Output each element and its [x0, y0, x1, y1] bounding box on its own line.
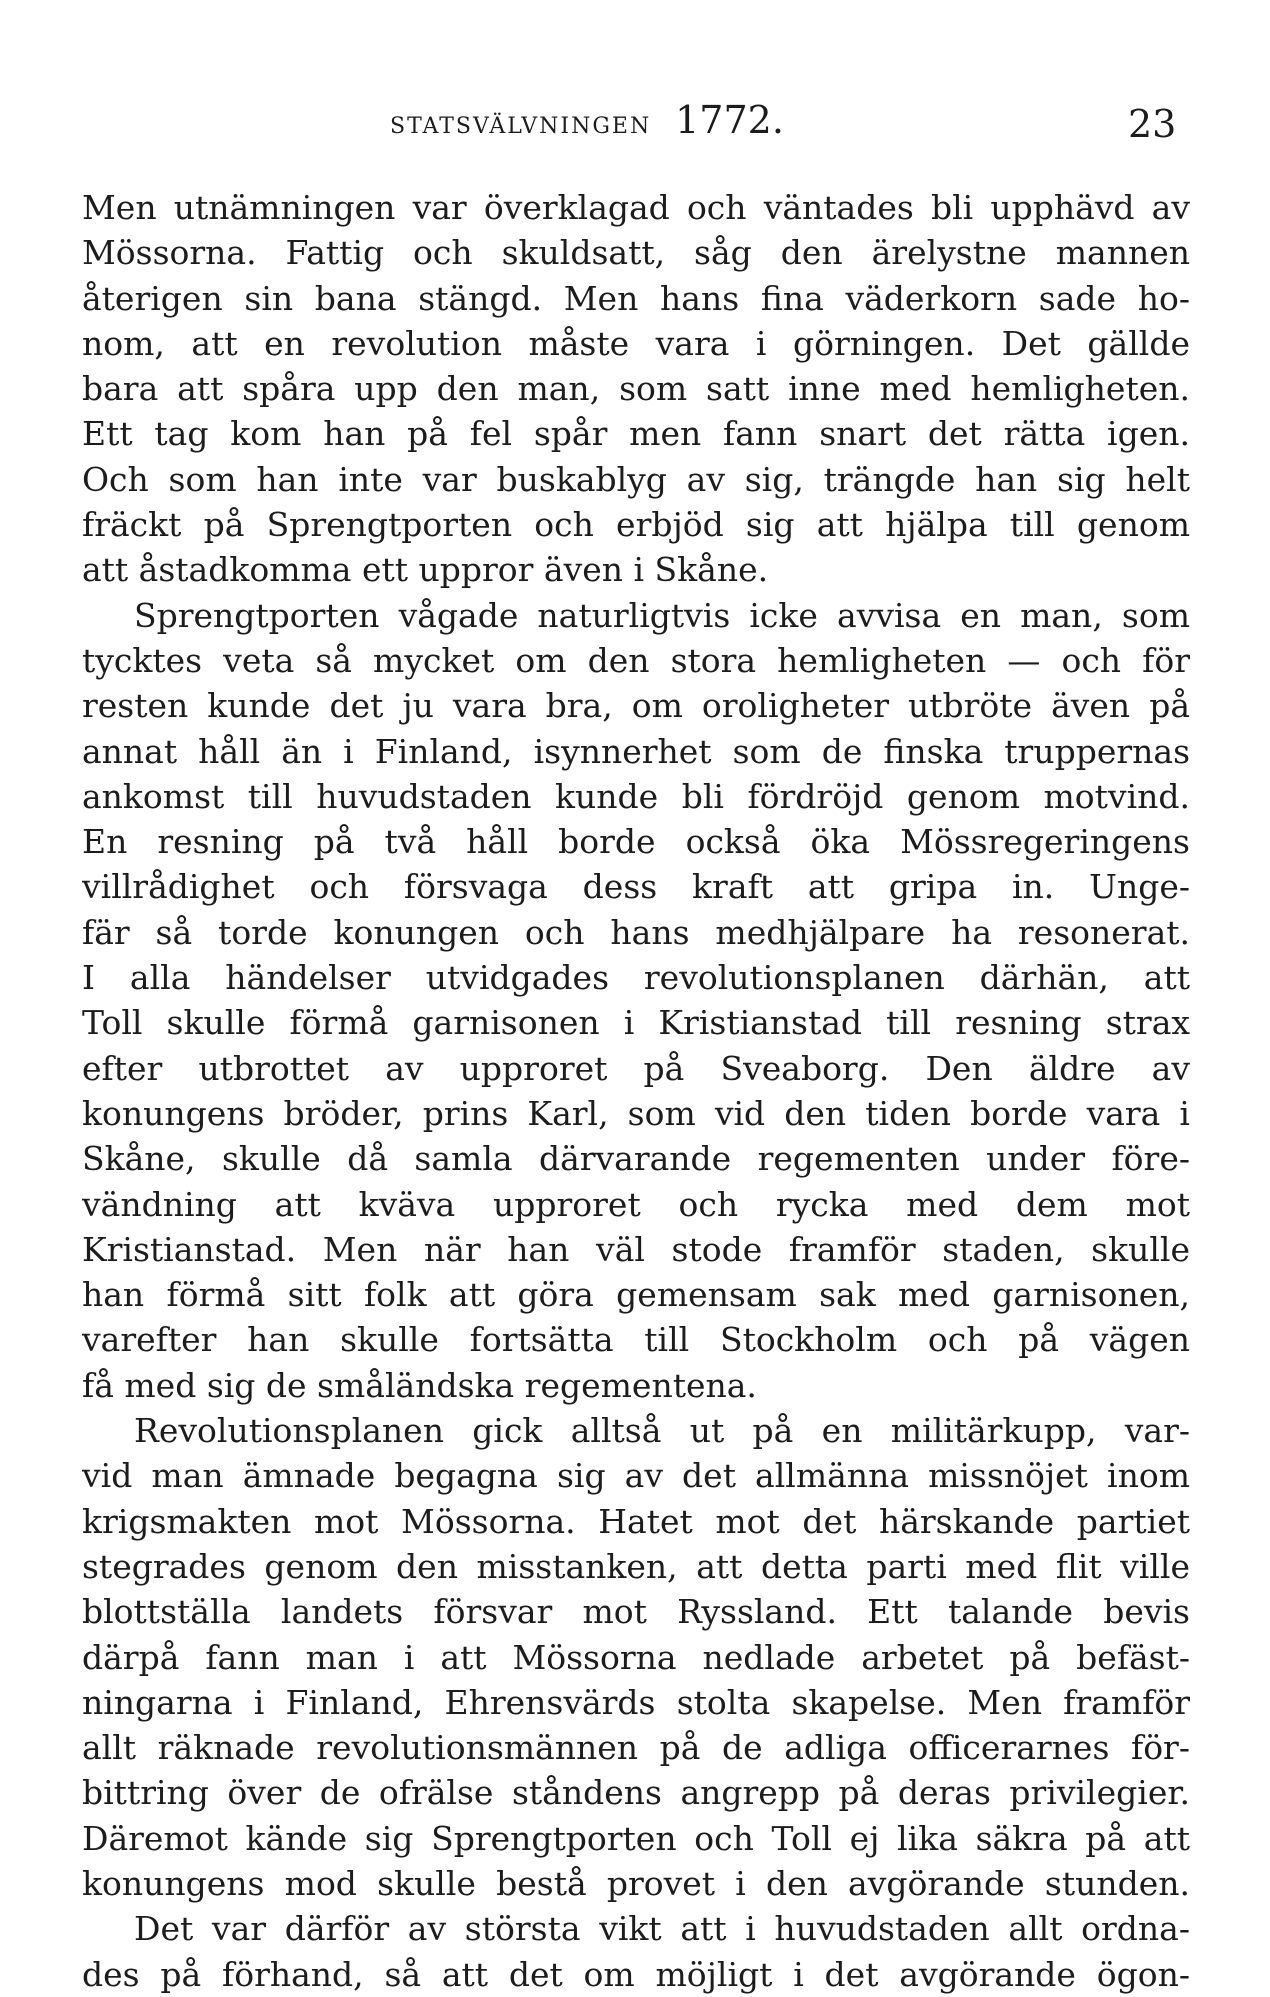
- text-line: Mössorna. Fattig och skuldsatt, såg den ärelystne mannen: [82, 233, 1190, 273]
- text-line: Däremot kände sig Sprengtporten och Toll ej lika säkra på att: [82, 1818, 1190, 1858]
- text-line: ankomst till huvudstaden kunde bli fördröjd genom motvind.: [82, 776, 1190, 816]
- text-line: Kristianstad. Men när han väl stode framför staden, skulle: [82, 1229, 1190, 1269]
- text-line: bara att spåra upp den man, som satt inne med hemligheten.: [82, 369, 1190, 409]
- text-line: vändning att kväva upproret och rycka med dem mot: [82, 1184, 1190, 1224]
- text-line: En resning på två håll borde också öka Mössregeringens: [82, 822, 1190, 862]
- text-line: därpå fann man i att Mössorna nedlade arbetet på befäst-: [82, 1637, 1190, 1677]
- text-line: bittring över de ofrälse ståndens angrepp på deras privilegier.: [82, 1773, 1190, 1813]
- page-number: 23: [1128, 102, 1177, 146]
- text-line: I alla händelser utvidgades revolutionsplanen därhän, att: [82, 958, 1190, 998]
- text-line: efter utbrottet av upproret på Sveaborg. Den äldre av: [82, 1048, 1190, 1088]
- text-line: Och som han inte var buskablyg av sig, trängde han sig helt: [82, 459, 1190, 499]
- text-line: ningarna i Finland, Ehrensvärds stolta skapelse. Men framför: [82, 1682, 1190, 1722]
- text-line: des på förhand, så att det om möjligt i det avgörande ögon-: [82, 1954, 1190, 1994]
- text-line: annat håll än i Finland, isynnerhet som de finska truppernas: [82, 731, 1190, 771]
- text-line: att åstadkomma ett uppror även i Skåne.: [82, 550, 769, 590]
- paragraph-start-line: Revolutionsplanen gick alltså ut på en militärkupp, var-: [134, 1411, 1190, 1451]
- text-line: blottställa landets försvar mot Ryssland. Ett talande bevis: [82, 1592, 1190, 1632]
- text-line: Skåne, skulle då samla därvarande regementen under före-: [82, 1139, 1190, 1179]
- chapter-year: 1772.: [675, 98, 784, 142]
- paragraph-start-line: Sprengtporten vågade naturligtvis icke avvisa en man, som: [134, 595, 1190, 635]
- text-line: konungens mod skulle bestå provet i den avgörande stunden.: [82, 1863, 1190, 1903]
- text-line: fär så torde konungen och hans medhjälpare ha resonerat.: [82, 912, 1190, 952]
- paragraph-start-line: Det var därför av största vikt att i huvudstaden allt ordna-: [134, 1909, 1190, 1949]
- text-line: Ett tag kom han på fel spår men fann snart det rätta igen.: [82, 414, 1190, 454]
- text-line: krigsmakten mot Mössorna. Hatet mot det härskande partiet: [82, 1501, 1190, 1541]
- text-line: resten kunde det ju vara bra, om oroligheter utbröte även på: [82, 686, 1190, 726]
- text-line: få med sig de småländska regementena.: [82, 1365, 757, 1405]
- text-line: han förmå sitt folk att göra gemensam sak med garnisonen,: [82, 1275, 1190, 1315]
- running-head: [390, 100, 860, 147]
- text-line: konungens bröder, prins Karl, som vid den tiden borde vara i: [82, 1093, 1190, 1133]
- text-line: stegrades genom den misstanken, att detta parti med flit ville: [82, 1546, 1190, 1586]
- text-line: återigen sin bana stängd. Men hans fina väderkorn sade ho-: [82, 278, 1190, 318]
- chapter-title: STATSVÄLVNINGEN: [390, 114, 652, 139]
- text-line: fräckt på Sprengtporten och erbjöd sig att hjälpa till genom: [82, 505, 1190, 545]
- text-line: varefter han skulle fortsätta till Stockholm och på vägen: [82, 1320, 1190, 1360]
- text-line: villrådighet och försvaga dess kraft att gripa in. Unge-: [82, 867, 1190, 907]
- text-line: Toll skulle förmå garnisonen i Kristianstad till resning strax: [82, 1003, 1190, 1043]
- text-line: allt räknade revolutionsmännen på de adliga officerarnes för-: [82, 1728, 1190, 1768]
- text-line: Men utnämningen var överklagad och väntades bli upphävd av: [82, 188, 1190, 227]
- text-line: tycktes veta så mycket om den stora hemligheten — och för: [82, 640, 1190, 680]
- text-line: nom, att en revolution måste vara i görningen. Det gällde: [82, 323, 1190, 363]
- body-text: [82, 185, 1190, 1997]
- text-line: vid man ämnade begagna sig av det allmänna missnöjet inom: [82, 1456, 1190, 1496]
